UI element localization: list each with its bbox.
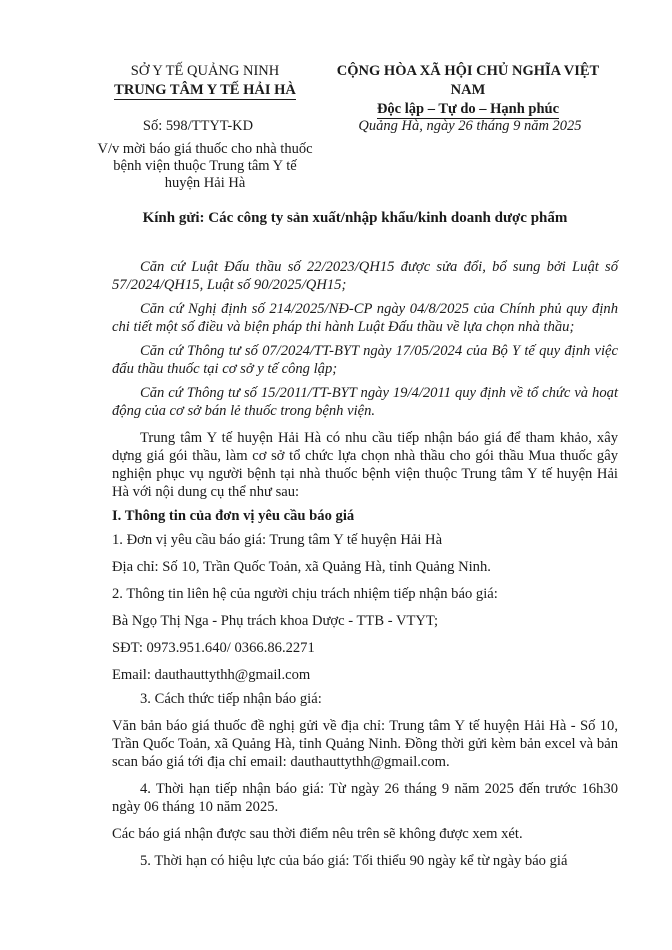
issuer-block [95, 62, 315, 100]
organization-name: TRUNG TÂM Y TẾ HẢI HÀ [114, 82, 296, 98]
email: Email: dauthauttythh@gmail.com [112, 667, 311, 683]
section-heading: I. Thông tin của đơn vị yêu cầu báo giá [112, 508, 355, 524]
late-note: Các báo giá nhận được sau thời điểm nêu trên sẽ không được xem xét. [112, 826, 523, 842]
national-title-block [318, 62, 618, 119]
legal-basis-4: Căn cứ Thông tư số 15/2011/TT-BYT ngày 19/4/2011 quy định về tổ chức và hoạt động của cơ sở bán lẻ thuốc trong bệnh viện. [112, 385, 618, 419]
requesting-unit: 1. Đơn vị yêu cầu báo giá: Trung tâm Y tế huyện Hải Hà [112, 532, 443, 548]
motto: Độc lập – Tự do – Hạnh phúc [376, 101, 560, 117]
department-name: SỞ Y TẾ QUẢNG NINH [130, 63, 280, 79]
deadline: 4. Thời hạn tiếp nhận báo giá: Từ ngày 26 tháng 9 năm 2025 đến trước 16h30 ngày 06 tháng 10 năm 2025. [112, 781, 618, 815]
phone: SĐT: 0973.951.640/ 0366.86.2271 [112, 640, 315, 656]
validity-period: 5. Thời hạn có hiệu lực của báo giá: Tối thiểu 90 ngày kể từ ngày báo giá [140, 853, 568, 869]
contact-heading: 2. Thông tin liên hệ của người chịu trách nhiệm tiếp nhận báo giá: [112, 586, 498, 602]
recipient-line: Kính gửi: Các công ty sản xuất/nhập khẩu/kinh doanh dược phẩm [142, 210, 568, 226]
document-number: Số: 598/TTYT-KD [142, 118, 254, 134]
document-body [112, 258, 618, 870]
submission-method: 3. Cách thức tiếp nhận báo giá: [140, 691, 322, 707]
document-subject: V/v mời báo giá thuốc cho nhà thuốc bệnh viện thuộc Trung tâm Y tế huyện Hải Hà [97, 141, 313, 191]
legal-basis-2: Căn cứ Nghị định số 214/2025/NĐ-CP ngày 04/8/2025 của Chính phủ quy định chi tiết một số điều và biện pháp thi hành Luật Đấu thầu về lựa chọn nhà thầu; [112, 301, 618, 335]
place-date: Quảng Hà, ngày 26 tháng 9 năm 2025 [358, 118, 582, 134]
legal-basis-1: Căn cứ Luật Đấu thầu số 22/2023/QH15 được sửa đổi, bổ sung bởi Luật số 57/2024/QH15, Luật số 90/2025/QH15; [112, 259, 618, 293]
submission-detail: Văn bản báo giá thuốc đề nghị gửi về địa chỉ: Trung tâm Y tế huyện Hải Hà - Số 10, Trần Quốc Toản, xã Quảng Hà, tỉnh Quảng Ninh. Đồng thời gửi kèm bản excel và bản scan báo giá tới địa chỉ email: dauthauttythh@gmail.com. [112, 718, 618, 770]
intro-paragraph: Trung tâm Y tế huyện Hải Hà có nhu cầu tiếp nhận báo giá để tham khảo, xây dựng giá gói thầu, làm cơ sở tổ chức lựa chọn nhà thầu cho gói thầu Mua thuốc gây nghiện phục vụ người bệnh tại nhà thuốc bệnh viện thuộc Trung tâm Y tế huyện Hải Hà với nội dung cụ thể như sau: [112, 430, 618, 500]
address: Địa chỉ: Số 10, Trần Quốc Toản, xã Quảng Hà, tỉnh Quảng Ninh. [112, 559, 491, 575]
legal-basis-3: Căn cứ Thông tư số 07/2024/TT-BYT ngày 17/05/2024 của Bộ Y tế quy định việc đấu thầu thuốc tại cơ sở y tế công lập; [112, 343, 618, 377]
nation-title: CỘNG HÒA XÃ HỘI CHỦ NGHĨA VIỆT NAM [336, 63, 600, 98]
contact-person: Bà Ngọ Thị Nga - Phụ trách khoa Dược - TTB - VTYT; [112, 613, 439, 629]
